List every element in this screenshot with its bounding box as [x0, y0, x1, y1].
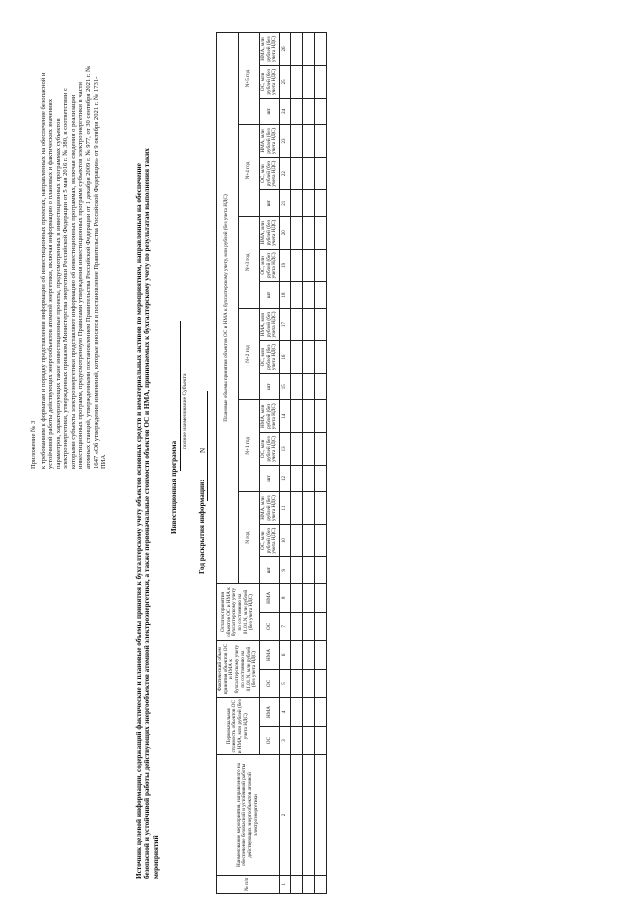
subject-caption: полное наименование Субъекта — [182, 373, 188, 449]
table-cell — [291, 669, 303, 698]
table-row — [315, 33, 327, 894]
table-cell — [315, 216, 327, 249]
table-cell — [315, 98, 327, 125]
table-cell — [303, 698, 315, 727]
year-label: Год раскрытия информации: — [198, 479, 206, 574]
table-cell — [315, 698, 327, 727]
column-number-cell: 4 — [280, 698, 291, 727]
appendix-number: Приложение № 3 — [30, 420, 37, 469]
sub-sht: шт — [260, 98, 280, 125]
column-number-cell: 25 — [280, 66, 291, 99]
column-number-cell: 7 — [280, 612, 291, 641]
table-cell — [291, 726, 303, 755]
table-cell — [291, 433, 303, 466]
year-header: N+1 год — [238, 400, 260, 492]
column-number-row — [280, 33, 291, 894]
sub-os: ОС — [260, 726, 280, 755]
column-number-cell: 2 — [280, 755, 291, 875]
sub-os-mln: ОС, млн рублей (без учета НДС) — [260, 341, 280, 374]
table-cell — [315, 373, 327, 400]
table-cell — [315, 726, 327, 755]
column-number-cell: 12 — [280, 465, 291, 492]
table-cell — [291, 98, 303, 125]
column-number-cell: 22 — [280, 157, 291, 190]
table-cell — [303, 125, 315, 158]
table-cell — [303, 612, 315, 641]
table-cell — [315, 584, 327, 613]
column-number-cell: 1 — [280, 875, 291, 893]
table-cell — [291, 875, 303, 893]
table-cell — [303, 341, 315, 374]
column-number-cell: 26 — [280, 33, 291, 66]
table-cell — [303, 33, 315, 66]
table-cell — [303, 465, 315, 492]
table-cell — [291, 282, 303, 309]
sub-os-mln: ОС, млн рублей (без учета НДС) — [260, 524, 280, 557]
column-number-cell: 3 — [280, 726, 291, 755]
table-cell — [303, 373, 315, 400]
sub-os-mln: ОС, млн рублей (без учета НДС) — [260, 66, 280, 99]
col-name-header: Наименование мероприятия, направленного на обеспечение безопасной и устойчивой работы действующих энергообъектов атомной электроэнергетики — [217, 755, 280, 875]
table-cell — [315, 400, 327, 433]
sub-nma-mln: НМА, млн рублей (без учета НДС) — [260, 33, 280, 66]
column-number-cell: 24 — [280, 98, 291, 125]
column-number-cell: 5 — [280, 669, 291, 698]
table-cell — [291, 612, 303, 641]
sub-os-mln: ОС, млн рублей (без учета НДС) — [260, 249, 280, 282]
table-cell — [315, 492, 327, 525]
table-cell — [315, 157, 327, 190]
table-cell — [315, 308, 327, 341]
table-cell — [291, 755, 303, 875]
sub-sht: шт — [260, 557, 280, 584]
column-number-cell: 11 — [280, 492, 291, 525]
sub-nma-mln: НМА, млн рублей (без учета НДС) — [260, 308, 280, 341]
sub-nma-mln: НМА, млн рублей (без учета НДС) — [260, 492, 280, 525]
column-number-cell: 21 — [280, 190, 291, 217]
table-cell — [315, 557, 327, 584]
document-title: Источник целевой информации, содержащий фактические и плановые объемы принятия к бухгалтерскому учету объектов основных средств и нематериальных активов по мероприятиям, направленным на обеспечение безопасной и устойчивой работы действующих энергообъектов атомной электроэнергетики, а также первоначальные стоимости объектов ОС и НМА, принимаемых к бухгалтерскому учету по результатам выполнения таких мероприятий — [135, 148, 160, 879]
table-cell — [291, 33, 303, 66]
table-cell — [291, 341, 303, 374]
year-value: N — [199, 447, 207, 453]
table-cell — [315, 524, 327, 557]
col-fact-header: Фактический объем принятия объектов ОС и НМА к бухгалтерскому учету по состоянию на 01.01.N, млн рублей (без учета НДС) — [217, 641, 260, 698]
table-cell — [291, 698, 303, 727]
table-cell — [315, 249, 327, 282]
data-table — [216, 32, 327, 894]
table-cell — [291, 373, 303, 400]
sub-sht: шт — [260, 373, 280, 400]
appendix-text: к требованиям к форматам и порядку представления информации об инвестиционных проектах, направленных на обеспечение безопасной и устойчивой работы действующих энергообъектов атомной энергетики, включая информацию о плановых и фактических значениях параметров, характеризующих такие инвестиционные проекты, предусмотренных в инвестиционных программах субъектов электроэнергетики, утвержденных приказом Министерства энергетики Российской Федерации от 5 мая 2016 г. № 380, в соответствии с которыми субъекты электроэнергетики представляют информацию об инвестиционных программах, включая сведения о реализации инвестиционных программ, предусмотренную Правилами утверждения инвестиционных программ субъектов электроэнергетики в части атомных станций, утвержденными постановлением Правительства Российской Федерации от 1 декабря 2009 г. № 977, от 30 сентября 2021 г. № 1647 «Об утверждении изменений, которые вносятся в постановление Правительства Российской Федерации» от 9 октября 2021 г. № 1731-ПИА — [39, 65, 108, 469]
sub-sht: шт — [260, 282, 280, 309]
table-cell — [303, 524, 315, 557]
table-cell — [315, 66, 327, 99]
table-cell — [303, 433, 315, 466]
table-cell — [291, 400, 303, 433]
table-cell — [303, 755, 315, 875]
program-label: Инвестиционная программа — [170, 440, 178, 534]
table-row — [291, 33, 303, 894]
table-cell — [303, 875, 315, 893]
sub-sht: шт — [260, 465, 280, 492]
table-cell — [303, 557, 315, 584]
table-cell — [291, 465, 303, 492]
col-initial-header: Первоначальная стоимость объектов ОС и НМА, млн рублей (без учета НДС) — [217, 698, 260, 755]
subject-underline — [180, 321, 181, 471]
year-header: N+2 год — [238, 308, 260, 400]
sub-os-mln: ОС, млн рублей (без учета НДС) — [260, 433, 280, 466]
col-planned-header: Плановые объемы принятия объектов ОС и НМА к бухгалтерскому учету, млн рублей (без учета НДС) — [217, 33, 239, 584]
sub-nma: НМА — [260, 584, 280, 613]
table-cell — [303, 249, 315, 282]
table-cell — [291, 249, 303, 282]
year-header: N+4 год — [238, 125, 260, 217]
column-number-cell: 19 — [280, 249, 291, 282]
table-cell — [315, 125, 327, 158]
table-cell — [315, 465, 327, 492]
appendix-block — [30, 64, 108, 469]
column-number-cell: 20 — [280, 216, 291, 249]
table-cell — [315, 755, 327, 875]
table-cell — [315, 341, 327, 374]
table-cell — [315, 282, 327, 309]
column-number-cell: 16 — [280, 341, 291, 374]
table-cell — [315, 612, 327, 641]
column-number-cell: 17 — [280, 308, 291, 341]
column-number-cell: 23 — [280, 125, 291, 158]
column-number-cell: 8 — [280, 584, 291, 613]
table-cell — [303, 66, 315, 99]
column-number-cell: 9 — [280, 557, 291, 584]
sub-nma-mln: НМА, млн рублей (без учета НДС) — [260, 125, 280, 158]
table-cell — [315, 641, 327, 670]
sub-os: ОС — [260, 669, 280, 698]
sub-os: ОС — [260, 612, 280, 641]
table-cell — [303, 308, 315, 341]
sub-nma: НМА — [260, 641, 280, 670]
table-cell — [303, 584, 315, 613]
column-number-cell: 10 — [280, 524, 291, 557]
col-num-header: № п/п — [217, 875, 280, 893]
table-cell — [315, 875, 327, 893]
table-cell — [291, 641, 303, 670]
column-number-cell: 14 — [280, 400, 291, 433]
year-header: N+3 год — [238, 216, 260, 308]
table-cell — [291, 524, 303, 557]
table-cell — [303, 492, 315, 525]
sub-os-mln: ОС, млн рублей (без учета НДС) — [260, 157, 280, 190]
table-cell — [291, 557, 303, 584]
year-underline — [207, 391, 208, 501]
table-cell — [291, 492, 303, 525]
table-row — [303, 33, 315, 894]
year-header: N год — [238, 492, 260, 584]
table-cell — [291, 308, 303, 341]
table-cell — [291, 157, 303, 190]
table-cell — [303, 216, 315, 249]
table-cell — [315, 669, 327, 698]
column-number-cell: 18 — [280, 282, 291, 309]
table-cell — [303, 98, 315, 125]
table-cell — [291, 66, 303, 99]
col-plan-header: Остаток принятия объектов ОС и НМА к бухгалтерскому учету по состоянию на 01.01.N, млн рублей (без учета НДС) — [217, 584, 260, 641]
column-number-cell: 13 — [280, 433, 291, 466]
table-cell — [291, 216, 303, 249]
table-cell — [303, 157, 315, 190]
table-cell — [303, 400, 315, 433]
table-cell — [291, 125, 303, 158]
table-cell — [303, 669, 315, 698]
table-cell — [315, 33, 327, 66]
column-number-cell: 15 — [280, 373, 291, 400]
table-cell — [303, 190, 315, 217]
sub-nma: НМА — [260, 698, 280, 727]
table-cell — [291, 584, 303, 613]
table-cell — [315, 190, 327, 217]
header-row-1 — [217, 33, 239, 894]
column-number-cell: 6 — [280, 641, 291, 670]
table-cell — [315, 433, 327, 466]
sub-nma-mln: НМА, млн рублей (без учета НДС) — [260, 400, 280, 433]
year-header: N+5 год — [238, 33, 260, 125]
table-cell — [303, 282, 315, 309]
sub-nma-mln: НМА, млн рублей (без учета НДС) — [260, 216, 280, 249]
table-cell — [303, 726, 315, 755]
table-cell — [291, 190, 303, 217]
table-cell — [303, 641, 315, 670]
sub-sht: шт — [260, 190, 280, 217]
